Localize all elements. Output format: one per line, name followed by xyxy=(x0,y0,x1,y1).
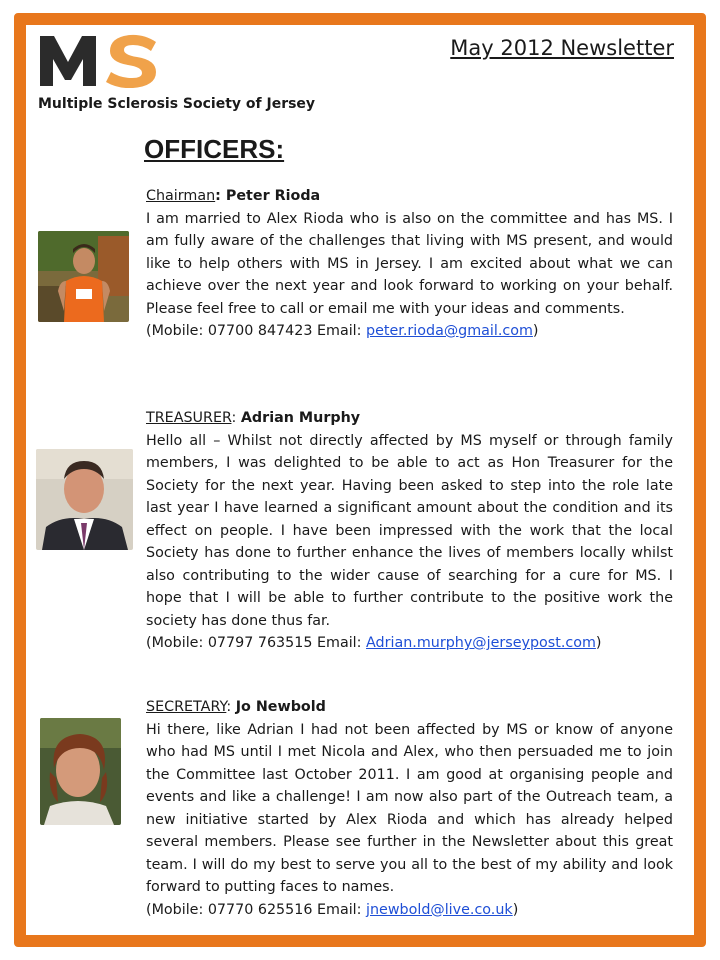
officers-heading: OFFICERS: xyxy=(144,134,285,164)
officer-section-chairman xyxy=(146,185,673,343)
officer-contact: (Mobile: 07770 625516 Email: jnewbold@live.co.uk) xyxy=(146,901,519,918)
email-link[interactable]: peter.rioda@gmail.com xyxy=(366,323,533,339)
officer-section-treasurer xyxy=(146,407,673,655)
email-link[interactable]: jnewbold@live.co.uk xyxy=(366,901,513,918)
officer-contact: (Mobile: 07700 847423 Email: peter.rioda@gmail.com) xyxy=(146,323,539,339)
officer-role: Chairman xyxy=(146,188,216,204)
officer-name: Jo Newbold xyxy=(235,699,326,715)
ms-logo xyxy=(38,32,162,88)
treasurer-photo xyxy=(36,449,133,550)
officer-bio: Hi there, like Adrian I had not been affected by MS or know of anyone who had MS until I met Nicola and Alex, who then persuaded me to join the Committee last October 2011. I am good at organising people and events and like a challenge! I am now also part of the Outreach team, a new initiative started by Alex Rioda and which has already helped several members. Please see further in the Newsletter about this great team. I will do my best to serve you all to the best of my ability and look forward to putting faces to names. xyxy=(146,721,673,895)
officer-header: SECRETARY: Jo Newbold xyxy=(146,699,326,715)
officer-section-secretary xyxy=(146,696,673,921)
newsletter-title: May 2012 Newsletter xyxy=(450,36,674,60)
officer-header: Chairman: Peter Rioda xyxy=(146,188,321,204)
organization-name: Multiple Sclerosis Society of Jersey xyxy=(38,96,316,112)
officer-role: TREASURER xyxy=(146,410,232,426)
officer-role: SECRETARY xyxy=(146,699,227,715)
officer-name: Adrian Murphy xyxy=(240,410,361,426)
chairman-photo xyxy=(38,231,129,322)
secretary-photo xyxy=(40,718,121,825)
officer-bio: Hello all – Whilst not directly affected by MS myself or through family members, I was delighted to be able to act as Hon Treasurer for the Society for the next year. Having been asked to step into the role late last year I have learned a significant amount about the condition and its effect on people. I have been impressed with the work that the local Society has done to further enhance the lives of members locally whilst also contributing to the wider cause of searching for a cure for MS. I hope that I will be able to further contribute to the positive work the society has done thus far. xyxy=(146,432,673,629)
officer-name: Peter Rioda xyxy=(225,188,321,204)
officer-header: TREASURER: Adrian Murphy xyxy=(146,410,361,426)
email-link[interactable]: Adrian.murphy@jerseypost.com xyxy=(366,635,596,651)
officer-bio: I am married to Alex Rioda who is also on the committee and has MS. I am fully aware of the challenges that living with MS present, and would like to help others with MS in Jersey. I am excited about what we can achieve over the next year and look forward to working on your behalf. Please feel free to call or email me with your ideas and comments. xyxy=(146,210,673,317)
officer-contact: (Mobile: 07797 763515 Email: Adrian.murphy@jerseypost.com) xyxy=(146,635,602,651)
